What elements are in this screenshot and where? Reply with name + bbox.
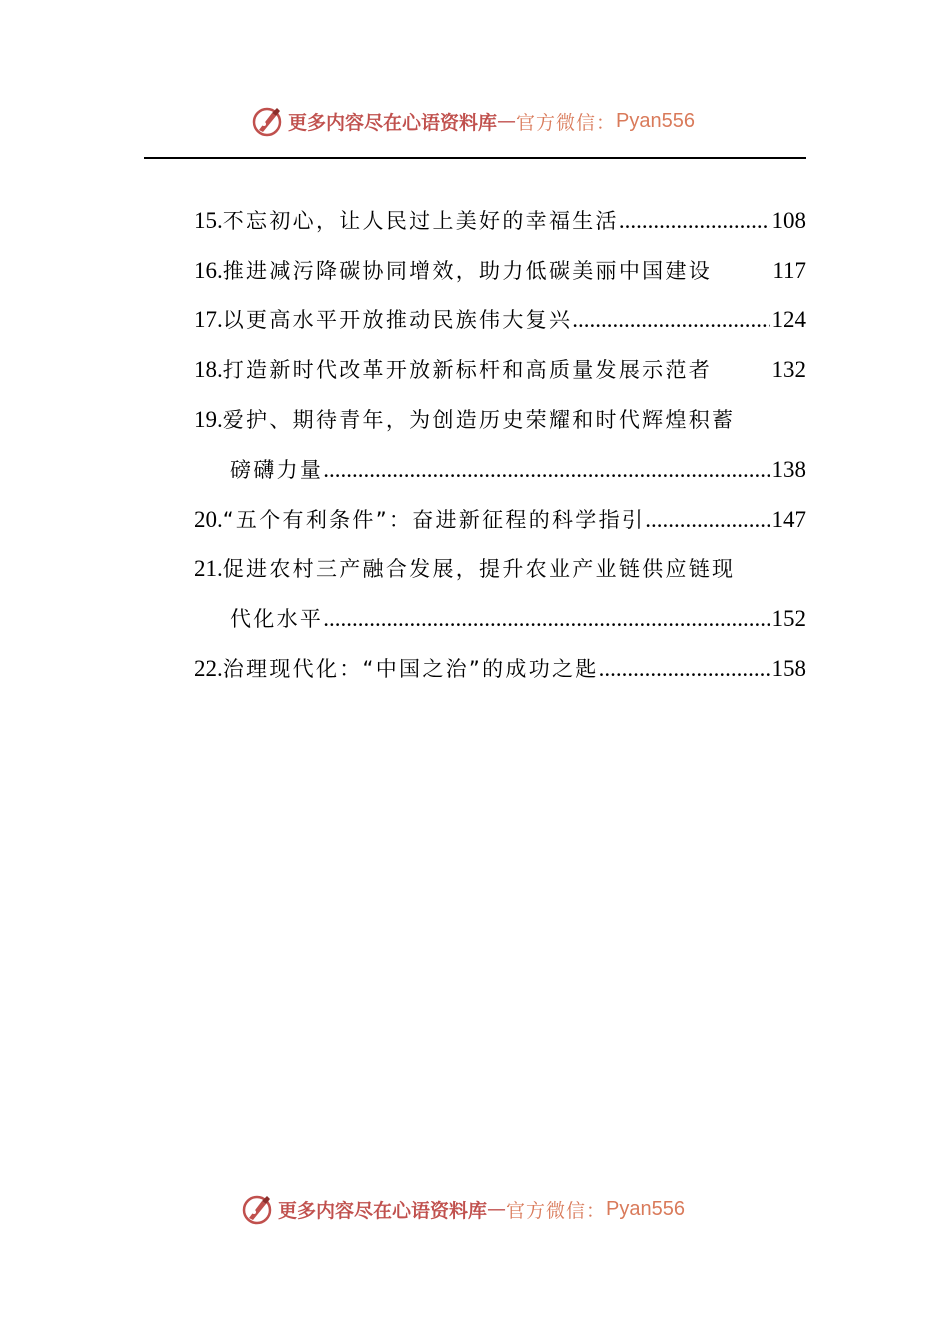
toc-title: 治理现代化：“中国之治”的成功之匙 [222,656,599,681]
header-dash: — [497,110,517,132]
toc-entry-17[interactable] [194,287,806,337]
footer-brand: 更多内容尽在心语资料库 [278,1199,488,1222]
pen-logo-icon [250,104,284,138]
pen-logo-icon [240,1192,274,1226]
toc-number: 15. [194,207,223,233]
toc-leader [645,504,769,536]
header-wechat-label: 官方微信： [516,111,617,134]
toc-number: 17. [194,307,223,333]
toc-entry-18[interactable] [194,336,806,386]
footer-dash: — [487,1198,507,1220]
footer-wechat-id: Pyan556 [606,1197,685,1220]
toc-title: 促进农村三产融合发展，提升农业产业链供应链现 [222,557,736,582]
header-banner [250,104,695,138]
toc-page: 108 [771,207,806,233]
toc-entry-22[interactable] [194,635,806,685]
toc-list [194,187,806,685]
toc-entry-21-cont[interactable] [194,585,806,635]
toc-entry-15[interactable] [194,187,806,237]
toc-title: 不忘初心，让人民过上美好的幸福生活 [222,208,619,233]
toc-page: 147 [771,506,806,532]
toc-title: “五个有利条件”：奋进新征程的科学指引 [222,507,646,532]
toc-entry-19[interactable] [194,386,806,436]
toc-page: 152 [771,606,806,632]
toc-title: 打造新时代改革开放新标杆和高质量发展示范者 [222,358,713,383]
toc-title-cont: 磅礴力量 [230,457,324,482]
toc-page: 117 [772,257,806,283]
toc-entry-21[interactable] [194,536,806,586]
toc-number: 18. [194,357,223,383]
header-brand: 更多内容尽在心语资料库 [288,111,498,134]
toc-leader [323,603,769,635]
toc-leader [599,653,770,685]
toc-number: 19. [194,406,223,432]
toc-leader [323,454,769,486]
toc-page: 132 [771,357,806,383]
header-rule [144,157,806,159]
footer-wechat-label: 官方微信： [506,1199,607,1222]
toc-entry-19-cont[interactable] [194,436,806,486]
toc-leader [572,304,769,336]
toc-leader [619,205,770,237]
toc-title-cont: 代化水平 [230,607,324,632]
toc-entry-16[interactable] [194,237,806,287]
toc-number: 21. [194,556,223,582]
toc-page: 138 [771,456,806,482]
toc-entry-20[interactable] [194,486,806,536]
toc-title: 推进减污降碳协同增效，助力低碳美丽中国建设 [222,258,713,283]
toc-number: 20. [194,506,223,532]
toc-title: 爱护、期待青年，为创造历史荣耀和时代辉煌积蓄 [222,407,736,432]
footer-banner [240,1192,685,1226]
toc-number: 16. [194,257,223,283]
toc-page: 158 [771,655,806,681]
toc-title: 以更高水平开放推动民族伟大复兴 [222,308,573,333]
header-wechat-id: Pyan556 [616,109,695,132]
toc-number: 22. [194,655,223,681]
toc-page: 124 [771,307,806,333]
